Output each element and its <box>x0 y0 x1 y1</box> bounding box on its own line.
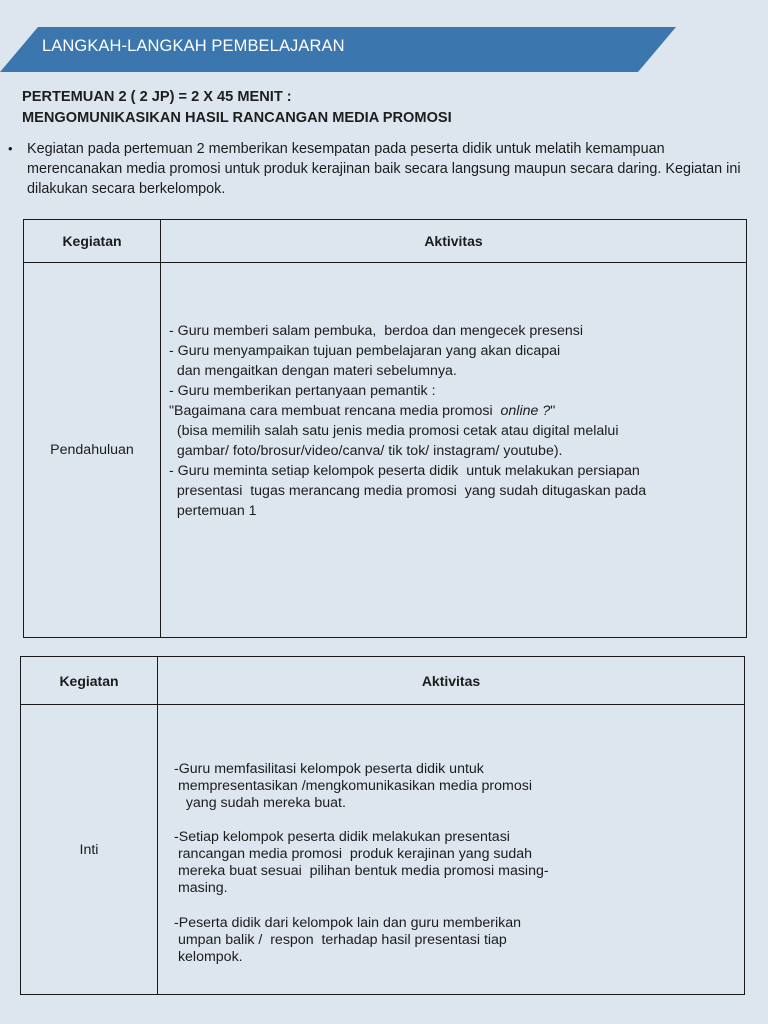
activity-line: - Guru menyampaikan tujuan pembelajaran yang akan dicapai <box>169 343 561 359</box>
activity-line: presentasi tugas merancang media promosi yang sudah ditugaskan pada <box>169 483 647 499</box>
activity-line: (bisa memilih salah satu jenis media promosi cetak atau digital melalui <box>169 423 619 439</box>
bullet-icon: • <box>8 141 13 156</box>
activity-line: -Guru memfasilitasi kelompok peserta didik untuk <box>174 761 484 777</box>
aktivitas-cell <box>161 263 747 638</box>
activity-table-inti <box>20 656 745 995</box>
table-row <box>24 263 747 638</box>
activity-line: -Setiap kelompok peserta didik melakukan presentasi <box>174 829 510 845</box>
table-header-row <box>24 220 747 263</box>
aktivitas-cell <box>158 705 745 995</box>
intro-paragraph <box>8 139 762 199</box>
table-header-row <box>21 657 745 705</box>
activity-line: - Guru memberi salam pembuka, berdoa dan mengecek presensi <box>169 323 584 339</box>
activity-line: mempresentasikan /mengkomunikasikan media promosi <box>174 778 532 794</box>
header-aktivitas: Aktivitas <box>158 657 745 705</box>
activity-table-pendahuluan <box>23 219 747 638</box>
activity-line: gambar/ foto/brosur/video/canva/ tik tok/ instagram/ youtube). <box>169 443 563 459</box>
activity-line: kelompok. <box>174 949 243 965</box>
kegiatan-cell: Inti <box>21 705 158 995</box>
meeting-subheading: MENGOMUNIKASIKAN HASIL RANCANGAN MEDIA PROMOSI <box>22 110 452 126</box>
activity-line: - Guru meminta setiap kelompok peserta didik untuk melakukan persiapan <box>169 463 640 479</box>
header-aktivitas: Aktivitas <box>161 220 747 263</box>
activity-line: mereka buat sesuai pilihan bentuk media promosi masing- <box>174 863 549 879</box>
kegiatan-cell: Pendahuluan <box>24 263 161 638</box>
activity-line: masing. <box>174 880 228 896</box>
activity-line: - Guru memberikan pertanyaan pemantik : <box>169 383 436 399</box>
activity-line: dan mengaitkan dengan materi sebelumnya. <box>169 363 457 379</box>
activity-line: rancangan media promosi produk kerajinan yang sudah <box>174 846 533 862</box>
banner-title: LANGKAH-LANGKAH PEMBELAJARAN <box>42 37 345 55</box>
activity-line: umpan balik / respon terhadap hasil presentasi tiap <box>174 932 507 948</box>
activity-line: "Bagaimana cara membuat rencana media promosi online ?" <box>169 403 556 419</box>
header-kegiatan: Kegiatan <box>21 657 158 705</box>
activity-line: pertemuan 1 <box>169 503 257 519</box>
activity-line: -Peserta didik dari kelompok lain dan guru memberikan <box>174 915 521 931</box>
intro-text: Kegiatan pada pertemuan 2 memberikan kesempatan pada peserta didik untuk melatih kemampuan merencanakan media promosi untuk produk kerajinan baik secara langsung maupun secara daring. Kegiatan ini dilakukan secara berkelompok. <box>27 141 741 197</box>
meeting-heading: PERTEMUAN 2 ( 2 JP) = 2 X 45 MENIT : <box>22 89 292 105</box>
header-kegiatan: Kegiatan <box>24 220 161 263</box>
activity-line: yang sudah mereka buat. <box>174 795 346 811</box>
table-row <box>21 705 745 995</box>
